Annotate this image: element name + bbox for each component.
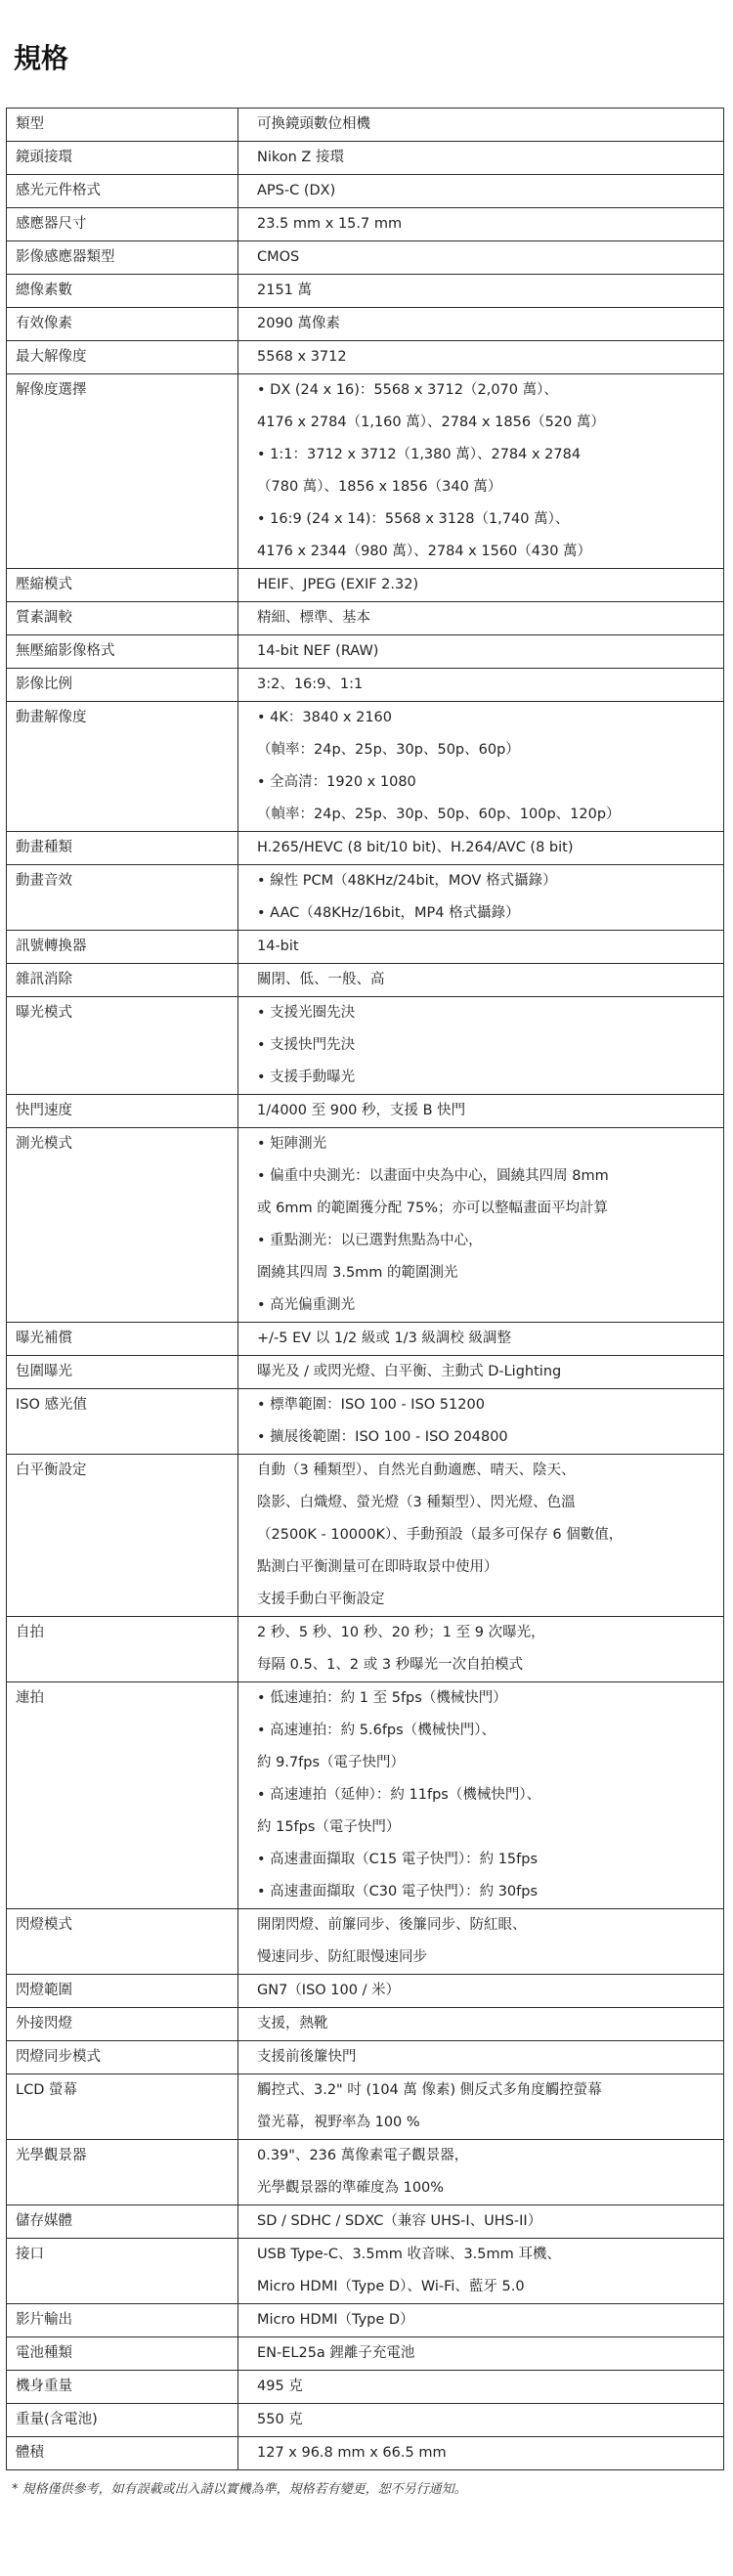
spec-value bbox=[238, 2371, 724, 2404]
spec-value-line: • 16:9 (24 x 14)：5568 x 3128（1,740 萬）、 bbox=[257, 511, 570, 527]
spec-label: 訊號轉換器 bbox=[7, 931, 238, 964]
table-row bbox=[7, 569, 724, 602]
spec-value-line: 14-bit NEF (RAW) bbox=[257, 643, 379, 659]
spec-value-line: 陰影、白熾燈、螢光燈（3 種類型）、閃光燈、色溫 bbox=[257, 1495, 576, 1510]
spec-value bbox=[238, 1389, 724, 1455]
spec-value bbox=[238, 208, 724, 241]
spec-label: 雜訊消除 bbox=[7, 964, 238, 997]
spec-value-line: • 支援手動曝光 bbox=[257, 1070, 356, 1085]
table-row bbox=[7, 142, 724, 175]
spec-value-line: 支援前後簾快門 bbox=[257, 2049, 357, 2065]
spec-value-line: （780 萬）、1856 x 1856（340 萬） bbox=[257, 479, 502, 495]
spec-value bbox=[238, 2205, 724, 2239]
spec-label: 影片輸出 bbox=[7, 2304, 238, 2337]
spec-value-line: （幀率：24p、25p、30p、50p、60p、100p、120p） bbox=[257, 807, 621, 822]
spec-table-body bbox=[7, 109, 724, 2470]
spec-value bbox=[238, 275, 724, 308]
spec-label: 總像素數 bbox=[7, 275, 238, 308]
spec-value bbox=[238, 241, 724, 275]
spec-label: 閃燈範圍 bbox=[7, 1975, 238, 2008]
table-row bbox=[7, 2041, 724, 2074]
spec-value bbox=[238, 931, 724, 964]
table-row bbox=[7, 1975, 724, 2008]
table-row bbox=[7, 308, 724, 341]
spec-value-line: 觸控式、3.2" 吋 (104 萬 像素) 側反式多角度觸控螢幕 bbox=[257, 2082, 602, 2098]
table-row bbox=[7, 1128, 724, 1323]
table-row bbox=[7, 931, 724, 964]
spec-label: 有效像素 bbox=[7, 308, 238, 341]
spec-value-line: 4176 x 2784（1,160 萬）、2784 x 1856（520 萬） bbox=[257, 415, 605, 430]
table-row bbox=[7, 702, 724, 832]
spec-label: 連拍 bbox=[7, 1682, 238, 1909]
spec-value-line: • DX (24 x 16)：5568 x 3712（2,070 萬）、 bbox=[257, 382, 558, 398]
spec-value-line: Nikon Z 接環 bbox=[257, 150, 344, 165]
spec-value-line: 0.39"、236 萬像素電子觀景器， bbox=[257, 2148, 469, 2163]
page-title: 規格 bbox=[14, 42, 69, 74]
spec-value bbox=[238, 964, 724, 997]
spec-label: 儲存媒體 bbox=[7, 2205, 238, 2239]
table-row bbox=[7, 1356, 724, 1389]
spec-label: ISO 感光值 bbox=[7, 1389, 238, 1455]
spec-value bbox=[238, 2140, 724, 2205]
spec-value bbox=[238, 2437, 724, 2470]
spec-value bbox=[238, 997, 724, 1095]
spec-value-line: • 高速連拍：約 5.6fps（機械快門）、 bbox=[257, 1723, 496, 1738]
spec-value-line: （幀率：24p、25p、30p、50p、60p） bbox=[257, 742, 520, 758]
spec-value bbox=[238, 1455, 724, 1617]
spec-label: 曝光模式 bbox=[7, 997, 238, 1095]
spec-label: 感光元件格式 bbox=[7, 175, 238, 208]
spec-value-line: 495 克 bbox=[257, 2379, 303, 2394]
table-row bbox=[7, 175, 724, 208]
spec-label: 鏡頭接環 bbox=[7, 142, 238, 175]
spec-value-line: 關閉、低、一般、高 bbox=[257, 972, 385, 987]
spec-value bbox=[238, 1682, 724, 1909]
spec-label: 機身重量 bbox=[7, 2371, 238, 2404]
spec-label: 壓縮模式 bbox=[7, 569, 238, 602]
table-row bbox=[7, 2239, 724, 2304]
spec-value-line: CMOS bbox=[257, 249, 300, 265]
table-row bbox=[7, 669, 724, 702]
spec-label: 影像比例 bbox=[7, 669, 238, 702]
table-row bbox=[7, 2140, 724, 2205]
spec-label: 動畫種類 bbox=[7, 832, 238, 865]
spec-label: 最大解像度 bbox=[7, 341, 238, 374]
spec-value-line: 螢光幕，視野率為 100 % bbox=[257, 2115, 420, 2130]
spec-value-line: • 線性 PCM（48KHz/24bit，MOV 格式攝錄） bbox=[257, 873, 557, 889]
footnote: * 規格僅供參考，如有誤載或出入請以實機為準，規格若有變更，恕不另行通知。 bbox=[12, 2482, 467, 2497]
spec-label: 動畫音效 bbox=[7, 865, 238, 931]
spec-label: 解像度選擇 bbox=[7, 374, 238, 569]
spec-value-line: • 支援快門先決 bbox=[257, 1037, 356, 1053]
spec-label: 體積 bbox=[7, 2437, 238, 2470]
spec-value bbox=[238, 2337, 724, 2371]
spec-value bbox=[238, 2239, 724, 2304]
spec-value-line: 或 6mm 的範圍獲分配 75%；亦可以整幅畫面平均計算 bbox=[257, 1201, 609, 1216]
spec-value-line: 2151 萬 bbox=[257, 283, 313, 298]
spec-value-line: 每隔 0.5、1、2 或 3 秒曝光一次自拍模式 bbox=[257, 1657, 524, 1673]
spec-value bbox=[238, 308, 724, 341]
spec-value bbox=[238, 1617, 724, 1682]
spec-value-line: 點測白平衡測量可在即時取景中使用） bbox=[257, 1559, 498, 1575]
spec-label: 自拍 bbox=[7, 1617, 238, 1682]
spec-value-line: 3:2、16:9、1:1 bbox=[257, 677, 364, 692]
spec-value bbox=[238, 2074, 724, 2140]
spec-label: 光學觀景器 bbox=[7, 2140, 238, 2205]
table-row bbox=[7, 1682, 724, 1909]
spec-value-line: 支援手動白平衡設定 bbox=[257, 1592, 385, 1607]
spec-label: 類型 bbox=[7, 109, 238, 142]
spec-value bbox=[238, 635, 724, 669]
spec-label: LCD 螢幕 bbox=[7, 2074, 238, 2140]
table-row bbox=[7, 241, 724, 275]
spec-label: 白平衡設定 bbox=[7, 1455, 238, 1617]
spec-value bbox=[238, 1975, 724, 2008]
spec-value bbox=[238, 175, 724, 208]
table-row bbox=[7, 1095, 724, 1128]
spec-value-line: 23.5 mm x 15.7 mm bbox=[257, 216, 403, 232]
spec-value-line: GN7（ISO 100 / 米） bbox=[257, 1983, 401, 1998]
spec-value-line: • 高速畫面擷取（C15 電子快門）：約 15fps bbox=[257, 1852, 539, 1867]
spec-label: 影像感應器類型 bbox=[7, 241, 238, 275]
table-row bbox=[7, 2074, 724, 2140]
spec-value-line: （2500K - 10000K）、手動預設（最多可保存 6 個數值， bbox=[257, 1527, 624, 1543]
spec-value-line: 可換鏡頭數位相機 bbox=[257, 116, 370, 132]
spec-label: 感應器尺寸 bbox=[7, 208, 238, 241]
spec-value-line: • 高速連拍（延伸）：約 11fps（機械快門）、 bbox=[257, 1787, 541, 1803]
spec-value bbox=[238, 374, 724, 569]
spec-table bbox=[6, 108, 724, 2470]
table-row bbox=[7, 2205, 724, 2239]
table-row bbox=[7, 208, 724, 241]
spec-value-line: • 4K：3840 x 2160 bbox=[257, 710, 392, 725]
table-row bbox=[7, 109, 724, 142]
spec-value-line: • 低速連拍：約 1 至 5fps（機械快門） bbox=[257, 1690, 507, 1706]
spec-value-line: • 矩陣測光 bbox=[257, 1136, 327, 1152]
spec-value-line: 曝光及 / 或閃光燈、白平衡、主動式 D-Lighting bbox=[257, 1364, 562, 1379]
spec-value bbox=[238, 341, 724, 374]
spec-value-line: 自動（3 種類型）、自然光自動適應、晴天、陰天、 bbox=[257, 1463, 576, 1478]
spec-value bbox=[238, 2008, 724, 2041]
spec-label: 快門速度 bbox=[7, 1095, 238, 1128]
spec-value-line: 4176 x 2344（980 萬）、2784 x 1560（430 萬） bbox=[257, 544, 592, 559]
spec-label: 閃燈同步模式 bbox=[7, 2041, 238, 2074]
spec-label: 曝光補償 bbox=[7, 1323, 238, 1356]
table-row bbox=[7, 1455, 724, 1617]
spec-value bbox=[238, 569, 724, 602]
spec-value-line: 550 克 bbox=[257, 2412, 303, 2427]
table-row bbox=[7, 997, 724, 1095]
table-row bbox=[7, 2337, 724, 2371]
spec-value-line: • 高光偏重測光 bbox=[257, 1297, 356, 1313]
spec-value bbox=[238, 2041, 724, 2074]
table-row bbox=[7, 1389, 724, 1455]
spec-value-line: • 重點測光：以已選對焦點為中心， bbox=[257, 1233, 483, 1248]
spec-value-line: 5568 x 3712 bbox=[257, 349, 347, 365]
spec-label: 無壓縮影像格式 bbox=[7, 635, 238, 669]
table-row bbox=[7, 602, 724, 635]
spec-value-line: 2090 萬像素 bbox=[257, 316, 341, 331]
spec-value-line: Micro HDMI（Type D） bbox=[257, 2312, 414, 2328]
spec-label: 包圍曝光 bbox=[7, 1356, 238, 1389]
table-row bbox=[7, 964, 724, 997]
spec-value-line: 慢速同步、防紅眼慢速同步 bbox=[257, 1949, 427, 1965]
spec-value-line: 約 15fps（電子快門） bbox=[257, 1819, 401, 1835]
spec-value bbox=[238, 2304, 724, 2337]
table-row bbox=[7, 2371, 724, 2404]
spec-value-line: EN-EL25a 鋰離子充電池 bbox=[257, 2345, 415, 2361]
spec-value bbox=[238, 865, 724, 931]
spec-label: 接口 bbox=[7, 2239, 238, 2304]
spec-value-line: • 支援光圈先決 bbox=[257, 1005, 356, 1021]
spec-value-line: 2 秒、5 秒、10 秒、20 秒；1 至 9 次曝光， bbox=[257, 1625, 545, 1640]
spec-label: 外接閃燈 bbox=[7, 2008, 238, 2041]
spec-label: 測光模式 bbox=[7, 1128, 238, 1323]
table-row bbox=[7, 1323, 724, 1356]
spec-value bbox=[238, 1356, 724, 1389]
spec-value bbox=[238, 669, 724, 702]
spec-value-line: 約 9.7fps（電子快門） bbox=[257, 1755, 406, 1770]
spec-value-line: 精細、標準、基本 bbox=[257, 610, 370, 626]
spec-label: 質素調較 bbox=[7, 602, 238, 635]
spec-value-line: +/-5 EV 以 1/2 級或 1/3 級調校 級調整 bbox=[257, 1331, 512, 1346]
table-row bbox=[7, 275, 724, 308]
spec-value bbox=[238, 1128, 724, 1323]
table-row bbox=[7, 2008, 724, 2041]
spec-value bbox=[238, 109, 724, 142]
spec-value-line: HEIF、JPEG (EXIF 2.32) bbox=[257, 577, 419, 592]
spec-value-line: H.265/HEVC (8 bit/10 bit)、H.264/AVC (8 bit) bbox=[257, 840, 574, 855]
table-row bbox=[7, 635, 724, 669]
spec-value-line: • 標準範圍：ISO 100 - ISO 51200 bbox=[257, 1397, 485, 1413]
spec-value-line: 支援，熱靴 bbox=[257, 2016, 328, 2031]
spec-value bbox=[238, 1909, 724, 1975]
table-row bbox=[7, 1909, 724, 1975]
spec-value-line: 127 x 96.8 mm x 66.5 mm bbox=[257, 2445, 447, 2461]
spec-value-line: 圍繞其四周 3.5mm 的範圍測光 bbox=[257, 1265, 458, 1281]
spec-value-line: 開閉閃燈、前簾同步、後簾同步、防紅眼、 bbox=[257, 1917, 527, 1933]
table-row bbox=[7, 341, 724, 374]
spec-value-line: SD / SDHC / SDXC（兼容 UHS-I、UHS-II） bbox=[257, 2213, 542, 2229]
spec-value-line: • 1:1：3712 x 3712（1,380 萬）、2784 x 2784 bbox=[257, 447, 582, 462]
table-row bbox=[7, 2304, 724, 2337]
spec-value-line: • 高速畫面擷取（C30 電子快門）：約 30fps bbox=[257, 1884, 539, 1899]
spec-value-line: 14-bit bbox=[257, 939, 299, 954]
table-row bbox=[7, 2404, 724, 2437]
spec-value bbox=[238, 1323, 724, 1356]
spec-value bbox=[238, 2404, 724, 2437]
spec-value-line: Micro HDMI（Type D）、Wi-Fi、藍牙 5.0 bbox=[257, 2279, 525, 2294]
spec-value bbox=[238, 1095, 724, 1128]
spec-label: 動畫解像度 bbox=[7, 702, 238, 832]
table-row bbox=[7, 832, 724, 865]
spec-value-line: • 偏重中央測光：以畫面中央為中心，圓繞其四周 8mm bbox=[257, 1168, 609, 1184]
spec-value-line: 光學觀景器的準確度為 100% bbox=[257, 2180, 445, 2196]
table-row bbox=[7, 865, 724, 931]
spec-value-line: • 全高清：1920 x 1080 bbox=[257, 774, 416, 790]
spec-value bbox=[238, 702, 724, 832]
table-row bbox=[7, 374, 724, 569]
spec-value bbox=[238, 602, 724, 635]
spec-value-line: USB Type-C、3.5mm 收音咪、3.5mm 耳機、 bbox=[257, 2247, 561, 2262]
spec-label: 閃燈模式 bbox=[7, 1909, 238, 1975]
table-row bbox=[7, 1617, 724, 1682]
spec-value-line: APS-C (DX) bbox=[257, 183, 336, 198]
spec-label: 重量(含電池) bbox=[7, 2404, 238, 2437]
table-row bbox=[7, 2437, 724, 2470]
spec-value bbox=[238, 832, 724, 865]
spec-value-line: • 擴展後範圍：ISO 100 - ISO 204800 bbox=[257, 1429, 508, 1445]
spec-value-line: 1/4000 至 900 秒，支援 B 快門 bbox=[257, 1103, 466, 1118]
spec-label: 電池種類 bbox=[7, 2337, 238, 2371]
spec-value bbox=[238, 142, 724, 175]
spec-value-line: • AAC（48KHz/16bit，MP4 格式攝錄） bbox=[257, 905, 520, 921]
